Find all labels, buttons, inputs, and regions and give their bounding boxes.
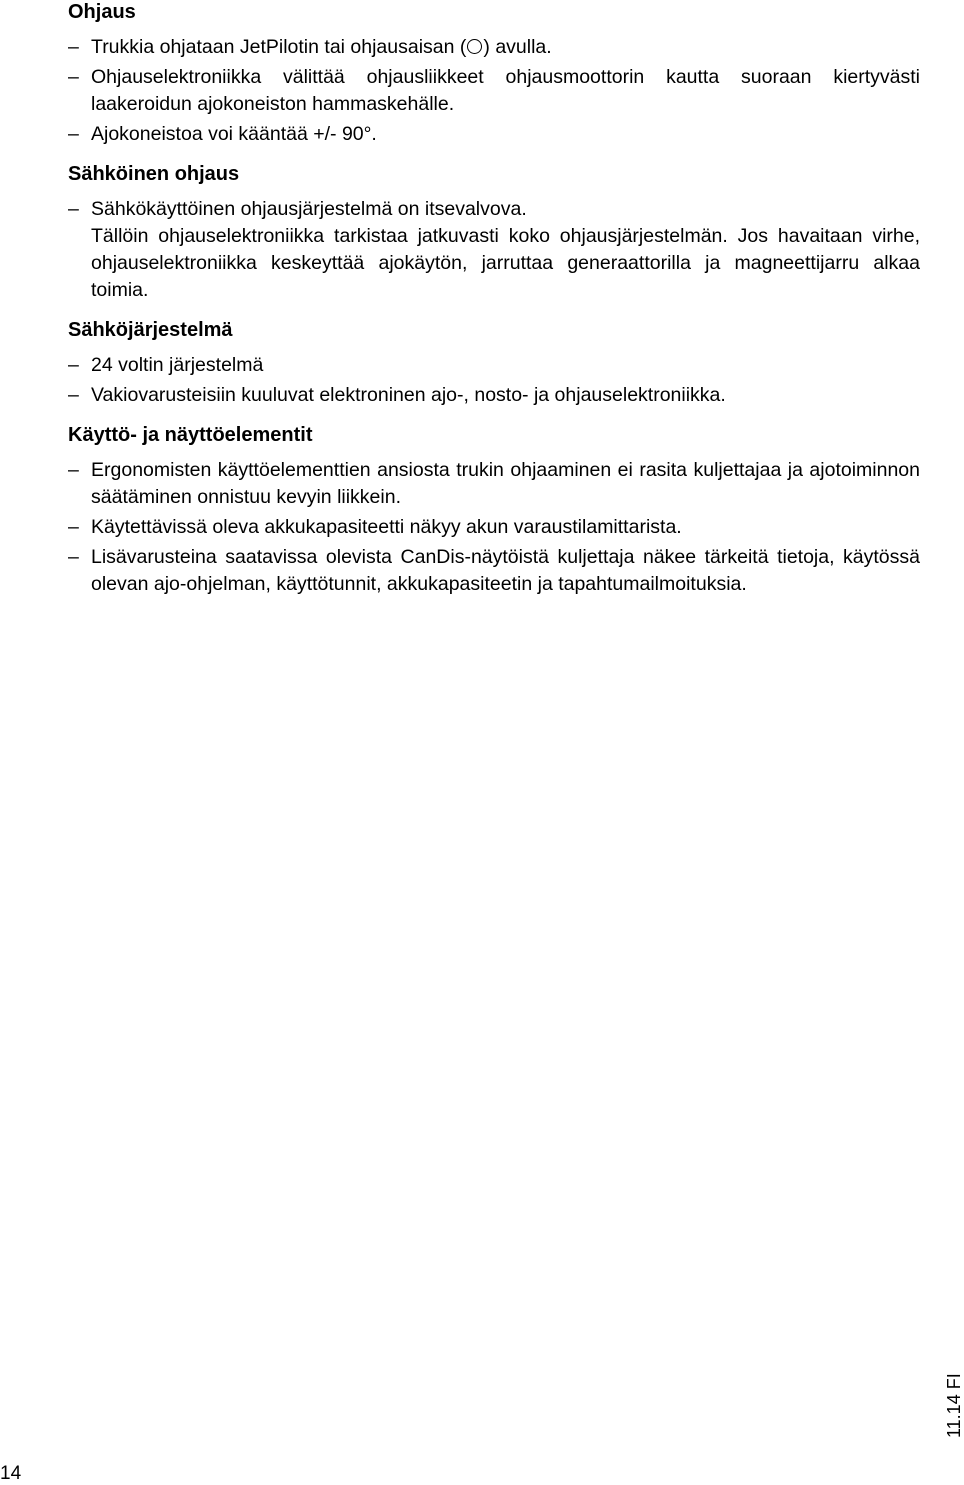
- list-item-text-after: ) avulla.: [483, 36, 552, 58]
- list-item-text: 24 voltin järjestelmä: [91, 354, 264, 376]
- section-list-ohjaus: [68, 34, 920, 148]
- list-item-text: Ohjauselektroniikka välittää ohjausliikkeet ohjausmoottorin kautta suoraan kiertyvästi laakeroidun ajokoneiston hammaskehälle.: [91, 66, 920, 115]
- document-body: [68, 0, 920, 601]
- list-item: [68, 514, 920, 541]
- dash-bullet: –: [68, 198, 79, 220]
- list-item-text: Sähkökäyttöinen ohjausjärjestelmä on itsevalvova.: [91, 198, 527, 220]
- list-item-text-before: Trukkia ohjataan JetPilotin tai ohjausaisan (: [91, 36, 467, 58]
- section-list-kaytto-ja-nayttoelementit: [68, 457, 920, 598]
- section-list-sahkojarjestelma: [68, 352, 920, 409]
- page-number: 14: [0, 1463, 22, 1484]
- list-item: [68, 121, 920, 148]
- list-item-text: Lisävarusteina saatavissa olevista CanDis-näytöistä kuljettaja näkee tärkeitä tietoja, käytössä olevan ajo-ohjelman, käyttötunnit, akkukapasiteetin ja tapahtumailmoituksia.: [91, 546, 920, 595]
- section-title-ohjaus: Ohjaus: [68, 1, 136, 23]
- list-item-text: Käytettävissä oleva akkukapasiteetti näkyy akun varaustilamittarista.: [91, 516, 682, 538]
- dash-bullet: –: [68, 354, 79, 376]
- dash-bullet: –: [68, 516, 79, 538]
- dash-bullet: –: [68, 546, 79, 568]
- section-list-sahkoinen-ohjaus: [68, 196, 920, 304]
- dash-bullet: –: [68, 459, 79, 481]
- list-item: [68, 544, 920, 598]
- dash-bullet: –: [68, 66, 79, 88]
- list-item-text: Ergonomisten käyttöelementtien ansiosta trukin ohjaaminen ei rasita kuljettajaa ja ajotoiminnon säätäminen onnistuu kevyin liikkein.: [91, 459, 920, 508]
- section-title-sahkoinen-ohjaus: Sähköinen ohjaus: [68, 163, 240, 185]
- section-title-sahkojarjestelma: Sähköjärjestelmä: [68, 319, 233, 341]
- list-item-text: Ajokoneistoa voi kääntää +/- 90°.: [91, 123, 377, 145]
- list-item-text: Vakiovarusteisiin kuuluvat elektroninen ajo-, nosto- ja ohjauselektroniikka.: [91, 384, 726, 406]
- list-item: [68, 457, 920, 511]
- list-item: [68, 352, 920, 379]
- dash-bullet: –: [68, 36, 79, 58]
- dash-bullet: –: [68, 123, 79, 145]
- list-item: [68, 34, 920, 61]
- list-item: [68, 196, 920, 304]
- list-item-continuation: Tällöin ohjauselektroniikka tarkistaa jatkuvasti koko ohjausjärjestelmän. Jos havaitaan virhe, ohjauselektroniikka keskeyttää ajokäytön, jarruttaa generaattorilla ja magneettijarru alkaa toimia.: [91, 225, 920, 301]
- list-item: [68, 64, 920, 118]
- dash-bullet: –: [68, 384, 79, 406]
- list-item: [68, 382, 920, 409]
- edition-label: 11.14 FI: [944, 1373, 964, 1438]
- section-title-kaytto-ja-nayttoelementit: Käyttö- ja näyttöelementit: [68, 424, 313, 446]
- circle-icon: [467, 39, 482, 54]
